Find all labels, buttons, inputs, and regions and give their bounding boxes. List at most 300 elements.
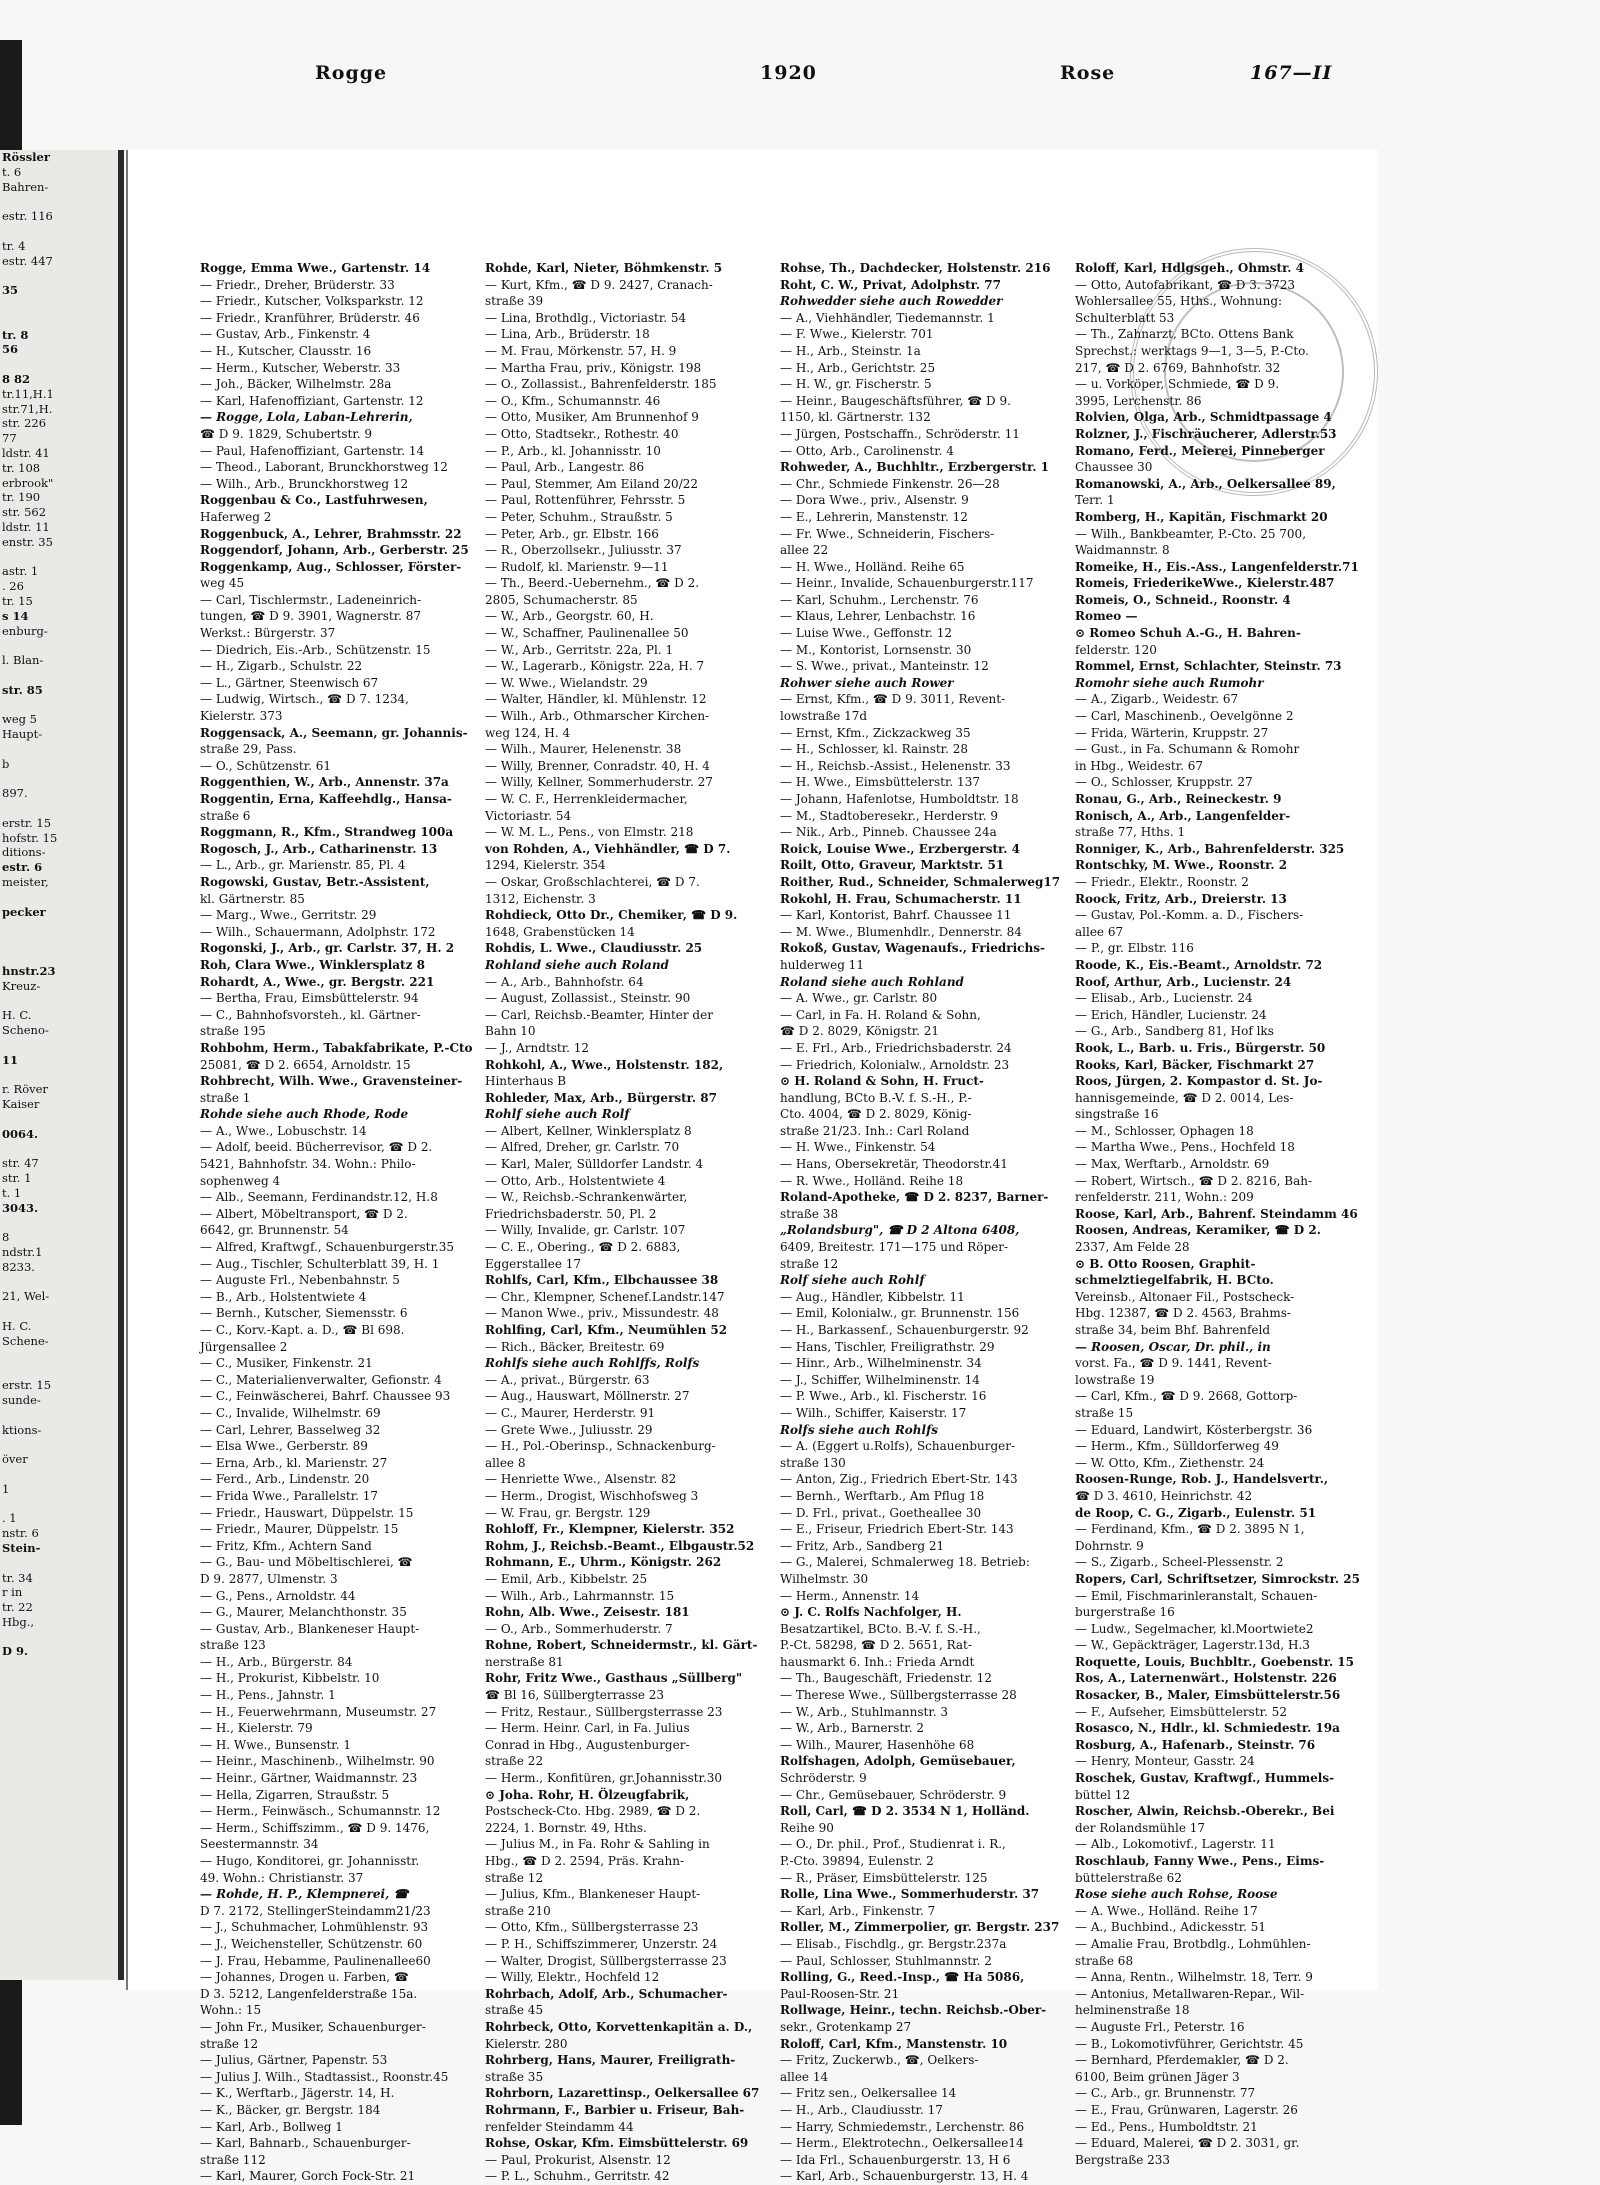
directory-entry: — J., Arndtstr. 12 [485,1040,590,1055]
directory-entry: — Gustav, Pol.-Komm. a. D., Fischers- [1075,908,1304,923]
left-page-fragment [0,268,118,283]
directory-entry: Rohde siehe auch Rhode, Rode [200,1107,409,1122]
directory-entry: — J., Weichensteller, Schützenstr. 60 [200,1936,423,1951]
directory-entry: — Ferdinand, Kfm., ☎ D 2. 3895 N 1, [1075,1522,1305,1537]
left-page-fragment: . 26 [2,579,24,594]
directory-entry: — Rohde, H. P., Klempnerei, ☎ [200,1887,409,1902]
directory-entry: — Henry, Monteur, Gasstr. 24 [1075,1754,1255,1769]
directory-entry: — H., Prokurist, Kibbelstr. 10 [200,1671,380,1686]
directory-entry: — Ida Frl., Schauenburgerstr. 13, H 6 [780,2152,1011,2167]
left-page-fragment [0,1437,118,1452]
directory-entry: — Grete Wwe., Juliusstr. 29 [485,1422,653,1437]
directory-entry: — Albert, Kellner, Winklersplatz 8 [485,1123,692,1138]
directory-entry: Ronau, G., Arb., Reineckestr. 9 [1075,792,1282,806]
header-right-catchword: Rose [1060,62,1116,84]
directory-entry: Kielerstr. 280 [485,2036,568,2051]
directory-entry: Rogosch, J., Arb., Catharinenstr. 13 [200,841,438,856]
left-page-fragment [0,1038,118,1053]
directory-entry: — H., Arb., Steinstr. 1a [780,343,921,358]
directory-entry: — Julius J. Wilh., Stadtassist., Roonstr.45 [200,2069,449,2084]
directory-entry: ☎ D 3. 4610, Heinrichstr. 42 [1075,1488,1253,1503]
directory-entry: renfelder Steindamm 44 [485,2119,634,2134]
directory-entry: ⊙ H. Roland & Sohn, H. Fruct- [780,1074,984,1089]
directory-entry: Waidmannstr. 8 [1075,543,1170,558]
directory-entry: Roggendorf, Johann, Arb., Gerberstr. 25 [200,543,469,558]
directory-entry: — H. Wwe., Bunsenstr. 1 [200,1737,351,1752]
left-page-fragment: 1 [2,1481,10,1496]
directory-entry: 1150, kl. Gärtnerstr. 132 [780,410,931,425]
directory-entry: straße 45 [485,2003,544,2018]
directory-entry: 25081, ☎ D 2. 6654, Arnoldstr. 15 [200,1057,411,1072]
left-page-fragment: Stein- [2,1540,41,1555]
directory-entry: — E., Friseur, Friedrich Ebert-Str. 143 [780,1522,1014,1537]
left-page-fragment: H. C. [2,1008,32,1023]
directory-entry: handlung, BCto B.-V. f. S.-H., P.- [780,1090,972,1105]
directory-entry: — Carl, Maschinenb., Oevelgönne 2 [1075,709,1294,724]
left-page-fragment: estr. 116 [2,209,53,224]
directory-entry: Rohn, Alb. Wwe., Zeisestr. 181 [485,1605,690,1620]
directory-entry: Rohardt, A., Wwe., gr. Bergstr. 221 [200,974,435,989]
directory-entry: Haferweg 2 [200,509,272,524]
directory-entry: 49. Wohn.: Christianstr. 37 [200,1870,364,1885]
directory-entry: — C., Materialienverwalter, Gefionstr. 4 [200,1372,442,1387]
left-page-fragment: t. 6 [2,164,22,179]
directory-entry: 2805, Schumacherstr. 85 [485,592,638,607]
directory-entry: — Heinr., Baugeschäftsführer, ☎ D 9. [780,393,1011,408]
directory-entry: Schröderstr. 9 [780,1771,867,1786]
directory-entry: — Aug., Hauswart, Möllnerstr. 27 [485,1389,690,1404]
directory-entry: — Fr. Wwe., Schneiderin, Fischers- [780,526,995,541]
left-page-fragment: Haupt- [2,727,43,742]
directory-entry: — Jürgen, Postschaffn., Schröderstr. 11 [780,426,1020,441]
directory-entry: Rollwage, Heinr., techn. Reichsb.-Ober- [780,2003,1047,2018]
left-page-fragment [0,313,118,328]
left-page-fragment [0,771,118,786]
directory-entry: — H. Wwe., Holländ. Reihe 65 [780,559,965,574]
directory-entry: — Paul, Schlosser, Stuhlmannstr. 2 [780,1953,992,1968]
directory-entry: — Heinr., Maschinenb., Wilhelmstr. 90 [200,1754,435,1769]
directory-entry: — R., Präser, Eimsbüttelerstr. 125 [780,1870,988,1885]
directory-entry: Friedrichsbaderstr. 50, Pl. 2 [485,1206,657,1221]
left-page-fragment [0,890,118,905]
directory-entry: — H., Schlosser, kl. Rainstr. 28 [780,742,968,757]
directory-entry: — Frida Wwe., Parallelstr. 17 [200,1488,379,1503]
left-page-fragment [0,224,118,239]
directory-entry: weg 45 [200,576,245,591]
directory-entry: Rolf siehe auch Rohlf [780,1273,925,1288]
directory-entry: büttel 12 [1075,1787,1131,1802]
directory-entry: — P., Arb., kl. Johannisstr. 10 [485,443,661,458]
directory-entry: Kielerstr. 373 [200,709,283,724]
left-page-fragment [0,993,118,1008]
directory-entry: Roschek, Gustav, Kraftwgf., Hummels- [1075,1771,1335,1786]
directory-entry: Rohlfs siehe auch Rohlffs, Rolfs [485,1356,700,1371]
directory-entry: — P. L., Schuhm., Gerritstr. 42 [485,2169,670,2184]
directory-entry: Rose siehe auch Rohse, Roose [1075,1887,1278,1902]
directory-entry: Rook, L., Barb. u. Fris., Bürgerstr. 50 [1075,1040,1326,1055]
left-page-fragment [0,1497,118,1512]
directory-entry: — H., Arb., Gerichtstr. 25 [780,360,936,375]
directory-entry: — W., Arb., Gerritstr. 22a, Pl. 1 [485,642,674,657]
directory-entry: Romberg, H., Kapitän, Fischmarkt 20 [1075,509,1328,524]
directory-entry: straße 35 [485,2069,544,2084]
directory-entry: 6409, Breitestr. 171—175 und Röper- [780,1240,1009,1255]
directory-entry: ⊙ Joha. Rohr, H. Ölzeugfabrik, [485,1787,690,1802]
directory-entry: — C., Invalide, Wilhelmstr. 69 [200,1405,381,1420]
header-year: 1920 [760,62,817,84]
directory-entry: — F., Aufseher, Eimsbüttelerstr. 52 [1075,1704,1287,1719]
directory-entry: — B., Arb., Holstentwiete 4 [200,1289,367,1304]
directory-entry: — Emil, Arb., Kibbelstr. 25 [485,1571,648,1586]
directory-entry: — L., Arb., gr. Marienstr. 85, Pl. 4 [200,858,406,873]
directory-entry: — Anna, Rentn., Wilhelmstr. 18, Terr. 9 [1075,1970,1313,1985]
directory-entry: Roof, Arthur, Arb., Lucienstr. 24 [1075,974,1292,989]
directory-entry: — Walter, Drogist, Süllbergsterrasse 23 [485,1953,727,1968]
directory-entry: Roos, Jürgen, 2. Kompastor d. St. Jo- [1075,1074,1323,1089]
left-page-fragment: H. C. [2,1318,32,1333]
directory-entry: — Peter, Arb., gr. Elbstr. 166 [485,526,659,541]
directory-entry: 217, ☎ D 2. 6769, Bahnhofstr. 32 [1075,360,1281,375]
directory-entry: lowstraße 17d [780,709,868,724]
directory-entry: Besatzartikel, BCto. B.-V. f. S.-H., [780,1621,981,1636]
directory-entry: Rohrbach, Adolf, Arb., Schumacher- [485,1986,728,2001]
directory-entry: Roither, Rud., Schneider, Schmalerweg17 [780,874,1061,889]
directory-entry: — Klaus, Lehrer, Lenbachstr. 16 [780,609,976,624]
directory-entry: Rohdieck, Otto Dr., Chemiker, ☎ D 9. [485,908,738,923]
directory-entry: — Otto, Arb., Holstentwiete 4 [485,1173,666,1188]
directory-entry: Bergstraße 233 [1075,2152,1171,2167]
directory-entry: Roller, M., Zimmerpolier, gr. Bergstr. 237 [780,1920,1060,1935]
directory-entry: — Joh., Bäcker, Wilhelmstr. 28a [200,377,392,392]
directory-entry: — Julius M., in Fa. Rohr & Sahling in [485,1837,710,1852]
left-page-fragment [0,1304,118,1319]
directory-entry: Roose, Karl, Arb., Bahrenf. Steindamm 46 [1075,1206,1358,1221]
directory-entry: singstraße 16 [1075,1107,1159,1122]
directory-entry: — W. M. L., Pens., von Elmstr. 218 [485,825,694,840]
directory-entry: — Carl, Reichsb.-Beamter, Hinter der [485,1007,713,1022]
directory-entry: Roggenbuck, A., Lehrer, Brahmsstr. 22 [200,526,462,541]
left-page-fragment: ldstr. 11 [2,519,50,534]
directory-entry: Schulterblatt 53 [1075,310,1175,325]
directory-entry: — Auguste Frl., Peterstr. 16 [1075,2019,1245,2034]
directory-entry: — Peter, Schuhm., Straußstr. 5 [485,509,673,524]
directory-entry: Roh, Clara Wwe., Winklersplatz 8 [200,957,425,972]
directory-entry: — Otto, Musiker, Am Brunnenhof 9 [485,410,699,425]
directory-entry: — G., Malerei, Schmalerweg 18. Betrieb: [780,1555,1030,1570]
left-page-fragment: Hbg., [2,1614,35,1629]
directory-entry: — H., Kielerstr. 79 [200,1721,313,1736]
left-page-fragment: enburg- [2,623,48,638]
left-page-fragment: s 14 [2,608,29,623]
directory-entry: — Paul, Hafenoffiziant, Gartenstr. 14 [200,443,425,458]
left-page-fragment: str. 47 [2,1156,39,1171]
directory-entry: straße 34, beim Bhf. Bahrenfeld [1075,1323,1271,1337]
left-page-fragment [0,1363,118,1378]
directory-entry: Seestermannstr. 34 [200,1837,319,1852]
left-page-fragment: Bahren- [2,179,49,194]
directory-entry: nerstraße 81 [485,1654,564,1669]
left-page-fragment: Kaiser [2,1097,40,1111]
directory-entry: — E. Frl., Arb., Friedrichsbaderstr. 24 [780,1040,1012,1055]
directory-entry: — Karl, Hafenoffiziant, Gartenstr. 12 [200,393,424,408]
directory-entry: straße 68 [1075,1953,1134,1968]
directory-entry: — F. Wwe., Kielerstr. 701 [780,327,934,342]
left-page-margin [0,150,124,1980]
directory-entry: — Th., Zahnarzt, BCto. Ottens Bank [1075,327,1294,342]
left-page-fragment: enstr. 35 [2,534,53,549]
directory-entry: — Karl, Schuhm., Lerchenstr. 76 [780,592,979,607]
left-page-fragment [0,668,118,683]
directory-entry: — Bernh., Werftarb., Am Pflug 18 [780,1488,985,1503]
directory-entry: — Julius, Kfm., Blankeneser Haupt- [485,1887,701,1902]
header-left-catchword: Rogge [315,62,388,84]
directory-entry: — C., Feinwäscherei, Bahrf. Chaussee 93 [200,1389,451,1404]
directory-entry: — A. (Eggert u.Rolfs), Schauenburger- [780,1439,1016,1454]
directory-entry: vorst. Fa., ☎ D 9. 1441, Revent- [1075,1356,1272,1371]
directory-entry: Roosen, Andreas, Keramiker, ☎ D 2. [1075,1223,1321,1238]
directory-entry: — Friedr., Hauswart, Düppelstr. 15 [200,1505,414,1520]
directory-entry: — P., gr. Elbstr. 116 [1075,941,1194,956]
directory-entry: — Th., Beerd.-Uebernehm., ☎ D 2. [485,576,700,591]
left-page-fragment: t. 1 [2,1185,22,1200]
directory-entry: — Otto, Kfm., Süllbergsterrasse 23 [485,1920,699,1935]
directory-entry: — Bernhard, Pferdemakler, ☎ D 2. [1075,2053,1289,2068]
left-page-fragment: 8233. [2,1259,35,1274]
directory-entry: — Ed., Pens., Humboldtstr. 21 [1075,2119,1258,2134]
directory-entry: — C., Musiker, Finkenstr. 21 [200,1356,373,1371]
directory-entry: Rohbrecht, Wilh. Wwe., Gravensteiner- [200,1074,463,1089]
directory-entry: sophenweg 4 [200,1173,281,1188]
directory-entry: Roland-Apotheke, ☎ D 2. 8237, Barner- [780,1190,1049,1205]
directory-entry: hulderweg 11 [780,957,864,972]
page-number: 167—II [1250,62,1333,84]
directory-entry: weg 124, H. 4 [485,725,571,740]
directory-entry: — Bernh., Kutscher, Siemensstr. 6 [200,1306,408,1321]
directory-entry: straße 38 [780,1206,839,1221]
directory-column-4 [1075,260,1365,2167]
directory-entry: Hinterhaus B [485,1074,567,1089]
directory-entry: — Rich., Bäcker, Breitestr. 69 [485,1339,665,1354]
left-page-fragment: Kreuz- [2,978,41,993]
page-header [315,62,1355,90]
directory-entry: — O., Schützenstr. 61 [200,758,332,773]
directory-entry: — C. E., Obering., ☎ D 2. 6883, [485,1240,681,1255]
left-page-fragment: 56 [2,342,19,357]
directory-entry: ⊙ Romeo Schuh A.-G., H. Bahren- [1075,626,1301,641]
directory-entry: Romeis, O., Schneid., Roonstr. 4 [1075,592,1291,607]
directory-entry: — Martha Wwe., Pens., Hochfeld 18 [1075,1140,1295,1155]
directory-entry: 1294, Kielerstr. 354 [485,858,606,873]
directory-entry: Roll, Carl, ☎ D 2. 3534 N 1, Holländ. [780,1804,1030,1819]
directory-entry: — H., Arb., Claudiusstr. 17 [780,2102,943,2117]
directory-entry: — Herm., Konfitüren, gr.Johannisstr.30 [485,1771,723,1786]
directory-entry: Rosacker, B., Maler, Eimsbüttelerstr.56 [1075,1688,1341,1703]
directory-entry: Romeis, FriederikeWwe., Kielerstr.487 [1075,576,1335,591]
left-page-fragment: str. 562 [2,505,47,520]
left-page-fragment: över [2,1452,28,1467]
directory-entry: — Hugo, Konditorei, gr. Johannisstr. [200,1854,420,1868]
directory-entry: Postscheck-Cto. Hbg. 2989, ☎ D 2. [485,1804,701,1819]
left-page-fragment: ditions- [2,845,46,860]
directory-entry: allee 22 [780,543,829,558]
directory-entry: 3995, Lerchenstr. 86 [1075,393,1202,408]
directory-entry: — W. Wwe., Wielandstr. 29 [485,675,648,690]
directory-entry: — Rudolf, kl. Marienstr. 9—11 [485,559,669,574]
directory-entry: — W., Reichsb.-Schrankenwärter, [485,1190,688,1205]
directory-entry: — C., Maurer, Herderstr. 91 [485,1405,656,1420]
directory-entry: ☎ Bl 16, Süllbergterrasse 23 [485,1688,665,1703]
directory-entry: straße 112 [200,2152,266,2167]
directory-entry: Roock, Fritz, Arb., Dreierstr. 13 [1075,891,1287,906]
directory-entry: — Carl, Kfm., ☎ D 9. 2668, Gottorp- [1075,1389,1298,1404]
directory-entry: allee 67 [1075,924,1124,939]
directory-entry: — A., Buchbind., Adickesstr. 51 [1075,1920,1267,1935]
left-page-fragment [0,1630,118,1645]
left-page-fragment: tr. 190 [2,490,41,505]
directory-entry: — Friedr., Kranführer, Brüderstr. 46 [200,310,420,325]
directory-entry: — Wilh., Schiffer, Kaiserstr. 17 [780,1405,967,1420]
directory-entry: straße 12 [485,1870,544,1885]
directory-entry: Vereinsb., Altonaer Fil., Postscheck- [1075,1289,1295,1304]
directory-entry: — Willy, Elektr., Hochfeld 12 [485,1970,660,1985]
directory-entry: — Friedr., Dreher, Brüderstr. 33 [200,277,395,292]
directory-entry: büttelerstraße 62 [1075,1870,1182,1885]
directory-entry: Rokohl, H. Frau, Schumacherstr. 11 [780,891,1022,906]
directory-entry: Rolzner, J., Fischräucherer, Adlerstr.53 [1075,426,1337,441]
directory-entry: — Chr., Gemüsebauer, Schröderstr. 9 [780,1787,1007,1802]
directory-entry: — u. Vorköper, Schmiede, ☎ D 9. [1075,377,1280,392]
directory-entry: — Paul, Stemmer, Am Eiland 20/22 [485,476,699,491]
directory-entry: Ros, A., Laternenwärt., Holstenstr. 226 [1075,1671,1337,1686]
directory-entry: von Rohden, A., Viehhändler, ☎ D 7. [485,841,731,856]
directory-entry: — Kurt, Kfm., ☎ D 9. 2427, Cranach- [485,277,713,292]
directory-entry: — Otto, Stadtsekr., Rothestr. 40 [485,426,679,441]
directory-entry: — Wilh., Maurer, Hasenhöhe 68 [780,1737,975,1752]
left-page-fragment: erstr. 15 [2,1378,52,1393]
directory-entry: — E., Lehrerin, Manstenstr. 12 [780,509,968,524]
directory-entry: Roode, K., Eis.-Beamt., Arnoldstr. 72 [1075,957,1323,972]
directory-entry: — Gust., in Fa. Schumann & Romohr [1075,742,1300,757]
directory-entry: — Carl, Tischlermstr., Ladeneinrich- [200,592,422,607]
directory-entry: Reihe 90 [780,1820,834,1835]
left-page-fragment: ldstr. 41 [2,445,50,460]
directory-entry: — Wilh., Arb., Lahrmannstr. 15 [485,1588,675,1603]
directory-entry: — Herm., Elektrotechn., Oelkersallee14 [780,2136,1024,2151]
directory-entry: — Karl, Kontorist, Bahrf. Chaussee 11 [780,908,1012,923]
directory-entry: Romanowski, A., Arb., Oelkersallee 89, [1075,476,1336,491]
left-page-fragment [0,919,118,934]
directory-entry: burgerstraße 16 [1075,1605,1175,1620]
left-page-fragment: tr. 108 [2,460,41,475]
left-page-fragment: b [2,756,10,771]
directory-entry: — Herm., Drogist, Wischhofsweg 3 [485,1488,699,1503]
directory-entry: Rohne, Robert, Schneidermstr., kl. Gärt- [485,1638,758,1653]
directory-entry: — W., Arb., Stuhlmannstr. 3 [780,1704,949,1719]
directory-entry: — A. Wwe., gr. Carlstr. 80 [780,991,938,1006]
directory-entry: Rommel, Ernst, Schlachter, Steinstr. 73 [1075,659,1342,674]
directory-entry: 2337, Am Felde 28 [1075,1240,1190,1255]
left-page-fragment: 3043. [2,1200,39,1215]
left-page-fragment: estr. 6 [2,860,43,875]
directory-entry: — Chr., Klempner, Schenef.Landstr.147 [485,1289,725,1304]
directory-entry: — A., Arb., Bahnhofstr. 64 [485,974,644,989]
directory-entry: — Nik., Arb., Pinneb. Chaussee 24a [780,825,997,840]
directory-entry: — Antonius, Metallwaren-Repar., Wil- [1075,1986,1305,2001]
directory-entry: — Carl, Lehrer, Basselweg 32 [200,1422,381,1437]
left-page-fragment: ktions- [2,1422,42,1437]
directory-entry: — Hella, Zigarren, Straußstr. 5 [200,1787,390,1802]
directory-entry: — John Fr., Musiker, Schauenburger- [200,2019,426,2034]
directory-entry: D 7. 2172, StellingerSteindamm21/23 [200,1903,431,1918]
directory-entry: — H. W., gr. Fischerstr. 5 [780,377,932,392]
directory-entry: schmelztiegelfabrik, H. BCto. [1075,1273,1274,1288]
directory-entry: — H., Kutscher, Clausstr. 16 [200,343,372,358]
directory-entry: Rohde, Karl, Nieter, Böhmkenstr. 5 [485,261,723,275]
directory-entry: Rohlf siehe auch Rolf [485,1107,630,1122]
directory-entry: — Ludw., Segelmacher, kl.Moortwiete2 [1075,1621,1314,1636]
directory-entry: — G., Pens., Arnoldstr. 44 [200,1588,356,1603]
directory-entry: Rohm, J., Reichsb.-Beamt., Elbgaustr.52 [485,1538,755,1553]
directory-entry: — Alb., Lokomotivf., Lagerstr. 11 [1075,1837,1276,1852]
directory-entry: — W., Schaffner, Paulinenallee 50 [485,626,689,641]
directory-entry: — August, Zollassist., Steinstr. 90 [485,991,691,1006]
directory-entry: Rohlfing, Carl, Kfm., Neumühlen 52 [485,1323,728,1337]
left-page-fragment: tr. 22 [2,1600,33,1615]
directory-entry: Romeo — [1075,609,1138,624]
directory-entry: — Wilh., Maurer, Helenenstr. 38 [485,742,682,757]
directory-entry: — Harry, Schmiedemstr., Lerchenstr. 86 [780,2119,1025,2134]
directory-entry: Roquette, Louis, Buchbltr., Goebenstr. 15 [1075,1654,1354,1669]
directory-entry: — Oskar, Großschlachterei, ☎ D 7. [485,874,700,889]
directory-entry: — H. Wwe., Eimsbüttelerstr. 137 [780,775,980,790]
directory-entry: — R. Wwe., Holländ. Reihe 18 [780,1173,964,1188]
directory-entry: Roggentin, Erna, Kaffeehdlg., Hansa- [200,792,452,806]
directory-entry: Rosburg, A., Hafenarb., Steinstr. 76 [1075,1737,1316,1752]
directory-entry: — Manon Wwe., priv., Missundestr. 48 [485,1306,719,1321]
directory-entry: — D. Frl., privat., Goetheallee 30 [780,1505,982,1520]
directory-entry: — Friedrich, Kolonialw., Arnoldstr. 23 [780,1057,1010,1072]
directory-entry: Werkst.: Bürgerstr. 37 [200,626,336,641]
left-page-fragment: 11 [2,1052,19,1067]
directory-entry: Roschlaub, Fanny Wwe., Pens., Eims- [1075,1854,1325,1868]
directory-entry: — Herm., Kutscher, Weberstr. 33 [200,360,401,375]
directory-entry: Rontschky, M. Wwe., Roonstr. 2 [1075,858,1288,873]
directory-entry: 2224, 1. Bornstr. 49, Hths. [485,1820,647,1835]
directory-entry: — Theod., Laborant, Brunckhorstweg 12 [200,460,448,475]
directory-entry: Ropers, Carl, Schriftsetzer, Simrockstr. 25 [1075,1571,1360,1586]
directory-entry: — Emil, Kolonialw., gr. Brunnenstr. 156 [780,1306,1020,1321]
directory-entry: — Anton, Zig., Friedrich Ebert-Str. 143 [780,1472,1018,1487]
directory-entry: Rohrbeck, Otto, Korvettenkapitän a. D., [485,2019,753,2034]
left-page-fragment: sunde- [2,1392,41,1407]
directory-entry: — Rogge, Lola, Laban-Lehrerin, [200,410,413,425]
directory-entry: allee 8 [485,1455,526,1470]
left-page-fragment: 897. [2,786,28,801]
left-page-fragment [0,1112,118,1127]
directory-entry: — Amalie Frau, Brotbdlg., Lohmühlen- [1075,1936,1311,1951]
directory-entry: — W. Otto, Kfm., Ziethenstr. 24 [1075,1455,1265,1470]
directory-entry: der Rolandsmühle 17 [1075,1820,1206,1835]
directory-entry: — Fritz sen., Oelkersallee 14 [780,2086,957,2101]
directory-entry: — Emil, Fischmarinleranstalt, Schauen- [1075,1588,1318,1603]
left-page-fragment [0,1467,118,1482]
directory-entry: — O., Schlosser, Kruppstr. 27 [1075,775,1253,790]
left-page-fragment: . 1 [2,1511,17,1526]
directory-entry: — Herm., Feinwäsch., Schumannstr. 12 [200,1804,441,1819]
directory-entry: — Gustav, Arb., Blankeneser Haupt- [200,1621,420,1636]
directory-entry: Rohse, Th., Dachdecker, Holstenstr. 216 [780,261,1051,275]
directory-entry: — Friedr., Maurer, Düppelstr. 15 [200,1522,399,1537]
